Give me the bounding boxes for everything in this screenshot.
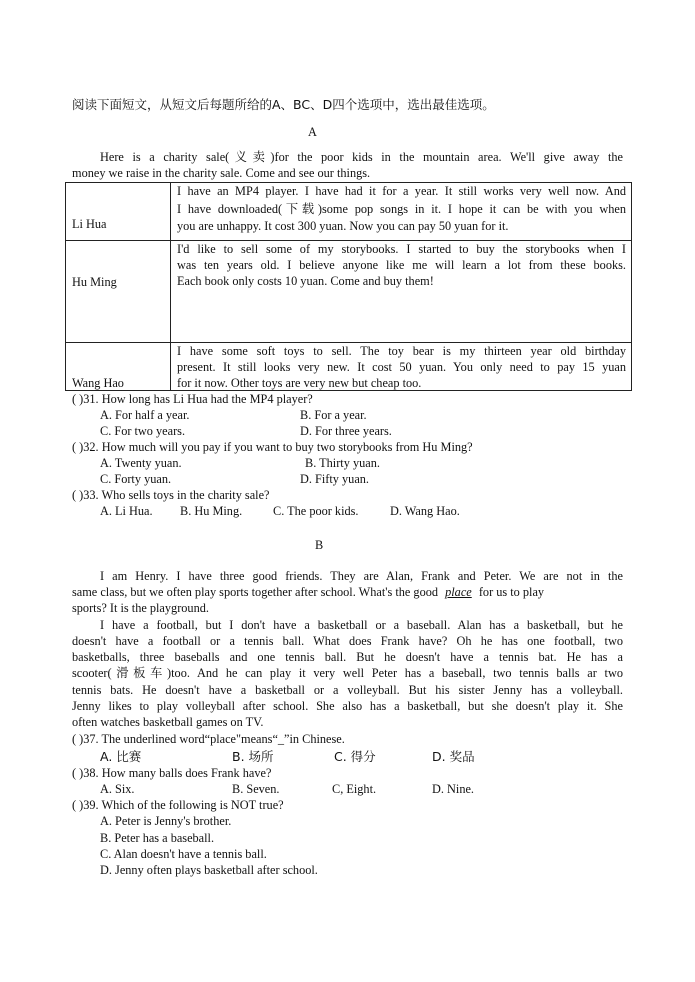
answer-option[interactable]: C, Eight. — [332, 782, 377, 796]
question-stem: ( )37. The underlined word“place"means“_”in Chinese. — [72, 732, 345, 746]
answer-option[interactable]: D. Wang Hao. — [390, 504, 460, 518]
answer-option[interactable]: C. Alan doesn't have a tennis ball. — [100, 847, 267, 861]
answer-option[interactable]: A. Six. — [100, 782, 135, 796]
paragraph-line: I am Henry. I have three good friends. They are Alan, Frank and Peter. We are not in the — [100, 569, 623, 583]
answer-option[interactable]: D. 奖品 — [432, 749, 475, 764]
seller-name: Wang Hao — [72, 376, 124, 390]
description-line: I have downloaded(下载)some pop songs in it. I hope it can be with you when — [177, 202, 626, 216]
seller-name: Hu Ming — [72, 275, 117, 289]
question-stem: ( )39. Which of the following is NOT true? — [72, 798, 284, 812]
description-line: I have an MP4 player. I have had it for a year. It still works very well now. And — [177, 184, 626, 198]
paragraph-line: often watches basketball games on TV. — [72, 715, 264, 729]
instruction: 阅读下面短文，从短文后每题所给的A、BC、D四个选项中，选出最佳选项。 — [72, 97, 495, 112]
table-row — [66, 183, 632, 241]
description-line: was ten years old. I believe anyone like me will learn a lot from these books. — [177, 258, 626, 272]
answer-option[interactable]: B. 场所 — [232, 749, 274, 764]
description-line: you are unhappy. It cost 300 yuan. Now you can pay 50 yuan for it. — [177, 219, 509, 233]
answer-option[interactable]: A. 比赛 — [100, 749, 142, 764]
seller-name-cell — [66, 343, 171, 391]
section-a-intro-line-1: Here is a charity sale(义卖)for the poor kids in the mountain area. We'll give away the — [100, 150, 623, 164]
answer-option[interactable]: B. For a year. — [300, 408, 367, 422]
description-line: for it now. Other toys are very new but cheap too. — [177, 376, 422, 390]
seller-name-cell — [66, 183, 171, 241]
answer-option[interactable]: A. For half a year. — [100, 408, 190, 422]
description-line: I have some soft toys to sell. The toy bear is my thirteen year old birthday — [177, 344, 626, 358]
description-line: present. It still looks very new. It cost 50 yuan. You only need to pay 15 yuan — [177, 360, 626, 374]
paragraph-line — [72, 585, 544, 600]
item-description-cell — [171, 241, 632, 343]
answer-option[interactable]: D. Fifty yuan. — [300, 472, 369, 486]
answer-option[interactable]: A. Peter is Jenny's brother. — [100, 814, 232, 828]
question-stem: ( )31. How long has Li Hua had the MP4 player? — [72, 392, 313, 406]
seller-name: Li Hua — [72, 217, 107, 231]
table-row — [66, 241, 632, 343]
table-row — [66, 343, 632, 391]
section-b-label: B — [315, 538, 324, 552]
paragraph-line: basketballs, three baseballs and one tennis ball. But he doesn't have a tennis bat. He has a — [72, 650, 623, 664]
description-line: I'd like to sell some of my storybooks. I started to buy the storybooks when I — [177, 242, 626, 256]
paragraph-line: doesn't have a football or a tennis ball. What does Frank have? Oh he has one football, two — [72, 634, 623, 648]
answer-option[interactable]: C. The poor kids. — [273, 504, 359, 518]
item-description-cell — [171, 343, 632, 391]
question-stem: ( )38. How many balls does Frank have? — [72, 766, 272, 780]
section-a-label: A — [308, 125, 317, 139]
paragraph-text: for us to play — [478, 585, 545, 599]
section-a-intro-line-2: money we raise in the charity sale. Come and see our things. — [72, 166, 371, 180]
question-stem: ( )32. How much will you pay if you want to buy two storybooks from Hu Ming? — [72, 440, 473, 454]
paragraph-line: Jenny likes to play volleyball after school. She also has a basketball, but she doesn't play it. She — [72, 699, 623, 713]
item-description-cell — [171, 183, 632, 241]
paragraph-line: sports? It is the playground. — [72, 601, 209, 615]
seller-name-cell — [66, 241, 171, 343]
answer-option[interactable]: A. Li Hua. — [100, 504, 153, 518]
answer-option[interactable]: B. Seven. — [232, 782, 280, 796]
answer-option[interactable]: B. Thirty yuan. — [305, 456, 380, 470]
answer-option[interactable]: A. Twenty yuan. — [100, 456, 182, 470]
paragraph-line: scooter(滑板车)too. And he can play it very well Peter has a baseball, two tennis balls ar two — [72, 666, 623, 680]
answer-option[interactable]: C. For two years. — [100, 424, 186, 438]
charity-table — [65, 182, 632, 391]
answer-option[interactable]: B. Peter has a baseball. — [100, 831, 215, 845]
question-stem: ( )33. Who sells toys in the charity sale? — [72, 488, 270, 502]
underlined-word: place — [445, 585, 472, 599]
answer-option[interactable]: C. Forty yuan. — [100, 472, 172, 486]
answer-option[interactable]: C. 得分 — [334, 749, 376, 764]
answer-option[interactable]: D. For three years. — [300, 424, 392, 438]
answer-option[interactable]: D. Jenny often plays basketball after school. — [100, 863, 318, 877]
description-line: Each book only costs 10 yuan. Come and buy them! — [177, 274, 434, 288]
answer-option[interactable]: B. Hu Ming. — [180, 504, 243, 518]
paragraph-line: I have a football, but I don't have a basketball or a baseball. Alan has a basketball, but he — [100, 618, 623, 632]
paragraph-text: same class, but we often play sports together after school. What's the good — [72, 585, 439, 599]
answer-option[interactable]: D. Nine. — [432, 782, 475, 796]
paragraph-line: tennis bats. He doesn't have a basketball or a volleyball. But his sister Jenny has a volleyball. — [72, 683, 623, 697]
